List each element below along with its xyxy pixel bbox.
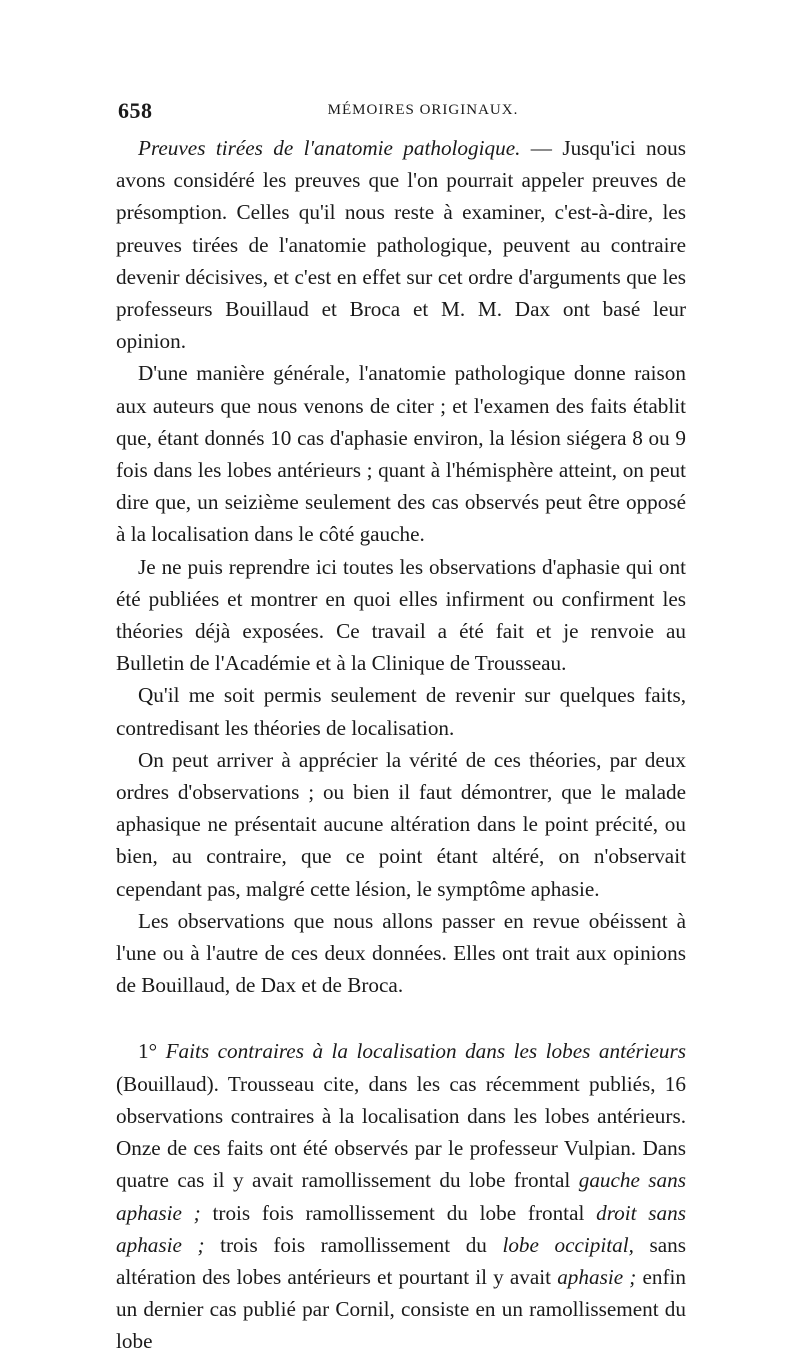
text-segment: (Bouillaud). Trousseau cite, dans les cas récemment publiés, 16 observations contraires à la localisation dans les lobes antérieurs. Onze de ces faits ont été observés par le professeur Vulpian. Dans quatre cas il y avait ramollissement du lobe frontal <box>116 1071 686 1193</box>
paragraph-method: On peut arriver à apprécier la vérité de ces théories, par deux ordres d'observations ; ou bien il faut démontrer, que le malade aphasique ne présentait aucune altération dans le point précité, ou bien, au contraire, que ce point étant altéré, on n'observait cependant pas, malgré cette lésion, le symptôme aphasie. <box>116 747 686 901</box>
section-heading: Preuves tirées de l'anatomie pathologique. <box>138 136 521 160</box>
italic-segment: gauche sans aphasie ; <box>116 1168 686 1225</box>
text-segment: trois fois ramollissement du <box>204 1232 503 1257</box>
italic-segment: aphasie ; <box>557 1264 637 1289</box>
item-number: 1° <box>138 1039 166 1064</box>
paragraph-general: D'une manière générale, l'anatomie pathologique donne raison aux auteurs que nous venons de citer ; et l'examen des faits établit que, étant donnés 10 cas d'aphasie environ, la lésion siégera 8 ou 9 fois dans les lobes antérieurs ; quant à l'hémisphère atteint, on peut dire que, un seizième seulement des cas observés peut être opposé à la localisation dans le côté gauche. <box>116 361 686 547</box>
paragraph-text: — Jusqu'ici nous avons considéré les preuves que l'on pourrait appeler preuves de présomption. Celles qu'il nous reste à examiner, c'est-à-dire, les preuves tirées de l'anatomie pathologique, peuvent au contraire devenir décisives, et c'est en effet sur cet ordre d'arguments que les professeurs Bouillaud et Broca et M. M. Dax ont basé leur opinion. <box>116 136 687 354</box>
paragraph-review: Les observations que nous allons passer en revue obéissent à l'une ou à l'autre de ces deux données. Elles ont trait aux opinions de Bouillaud, de Dax et de Broca. <box>116 908 686 998</box>
paragraph-observations: Je ne puis reprendre ici toutes les observations d'aphasie qui ont été publiées et montrer en quoi elles infirment ou confirment les théories déjà exposées. Ce travail a été fait et je renvoie au Bulletin de l'Académie et à la Clinique de Trousseau. <box>116 554 686 676</box>
paragraph-anatomy-proofs <box>116 132 686 357</box>
subsection-heading: Faits contraires à la localisation dans les lobes antérieurs <box>165 1039 686 1064</box>
text-segment: enfin un dernier cas publié par Cornil, consiste en un ramollissement du lobe <box>116 1264 686 1354</box>
paragraph-contrary-facts <box>116 1035 686 1357</box>
italic-segment: droit sans aphasie ; <box>116 1200 686 1257</box>
paragraph-permission: Qu'il me soit permis seulement de revenir sur quelques faits, contredisant les théories de localisation. <box>116 683 686 740</box>
text-segment: sans altération des lobes antérieurs et pourtant il y avait <box>116 1232 686 1289</box>
running-title: MÉMOIRES ORIGINAUX. <box>327 102 519 118</box>
page-header <box>118 98 688 128</box>
text-segment: trois fois ramollissement du lobe frontal <box>200 1200 597 1225</box>
page-number: 658 <box>118 98 153 123</box>
body-text <box>116 132 686 1358</box>
italic-segment: lobe occipital, <box>502 1232 634 1257</box>
